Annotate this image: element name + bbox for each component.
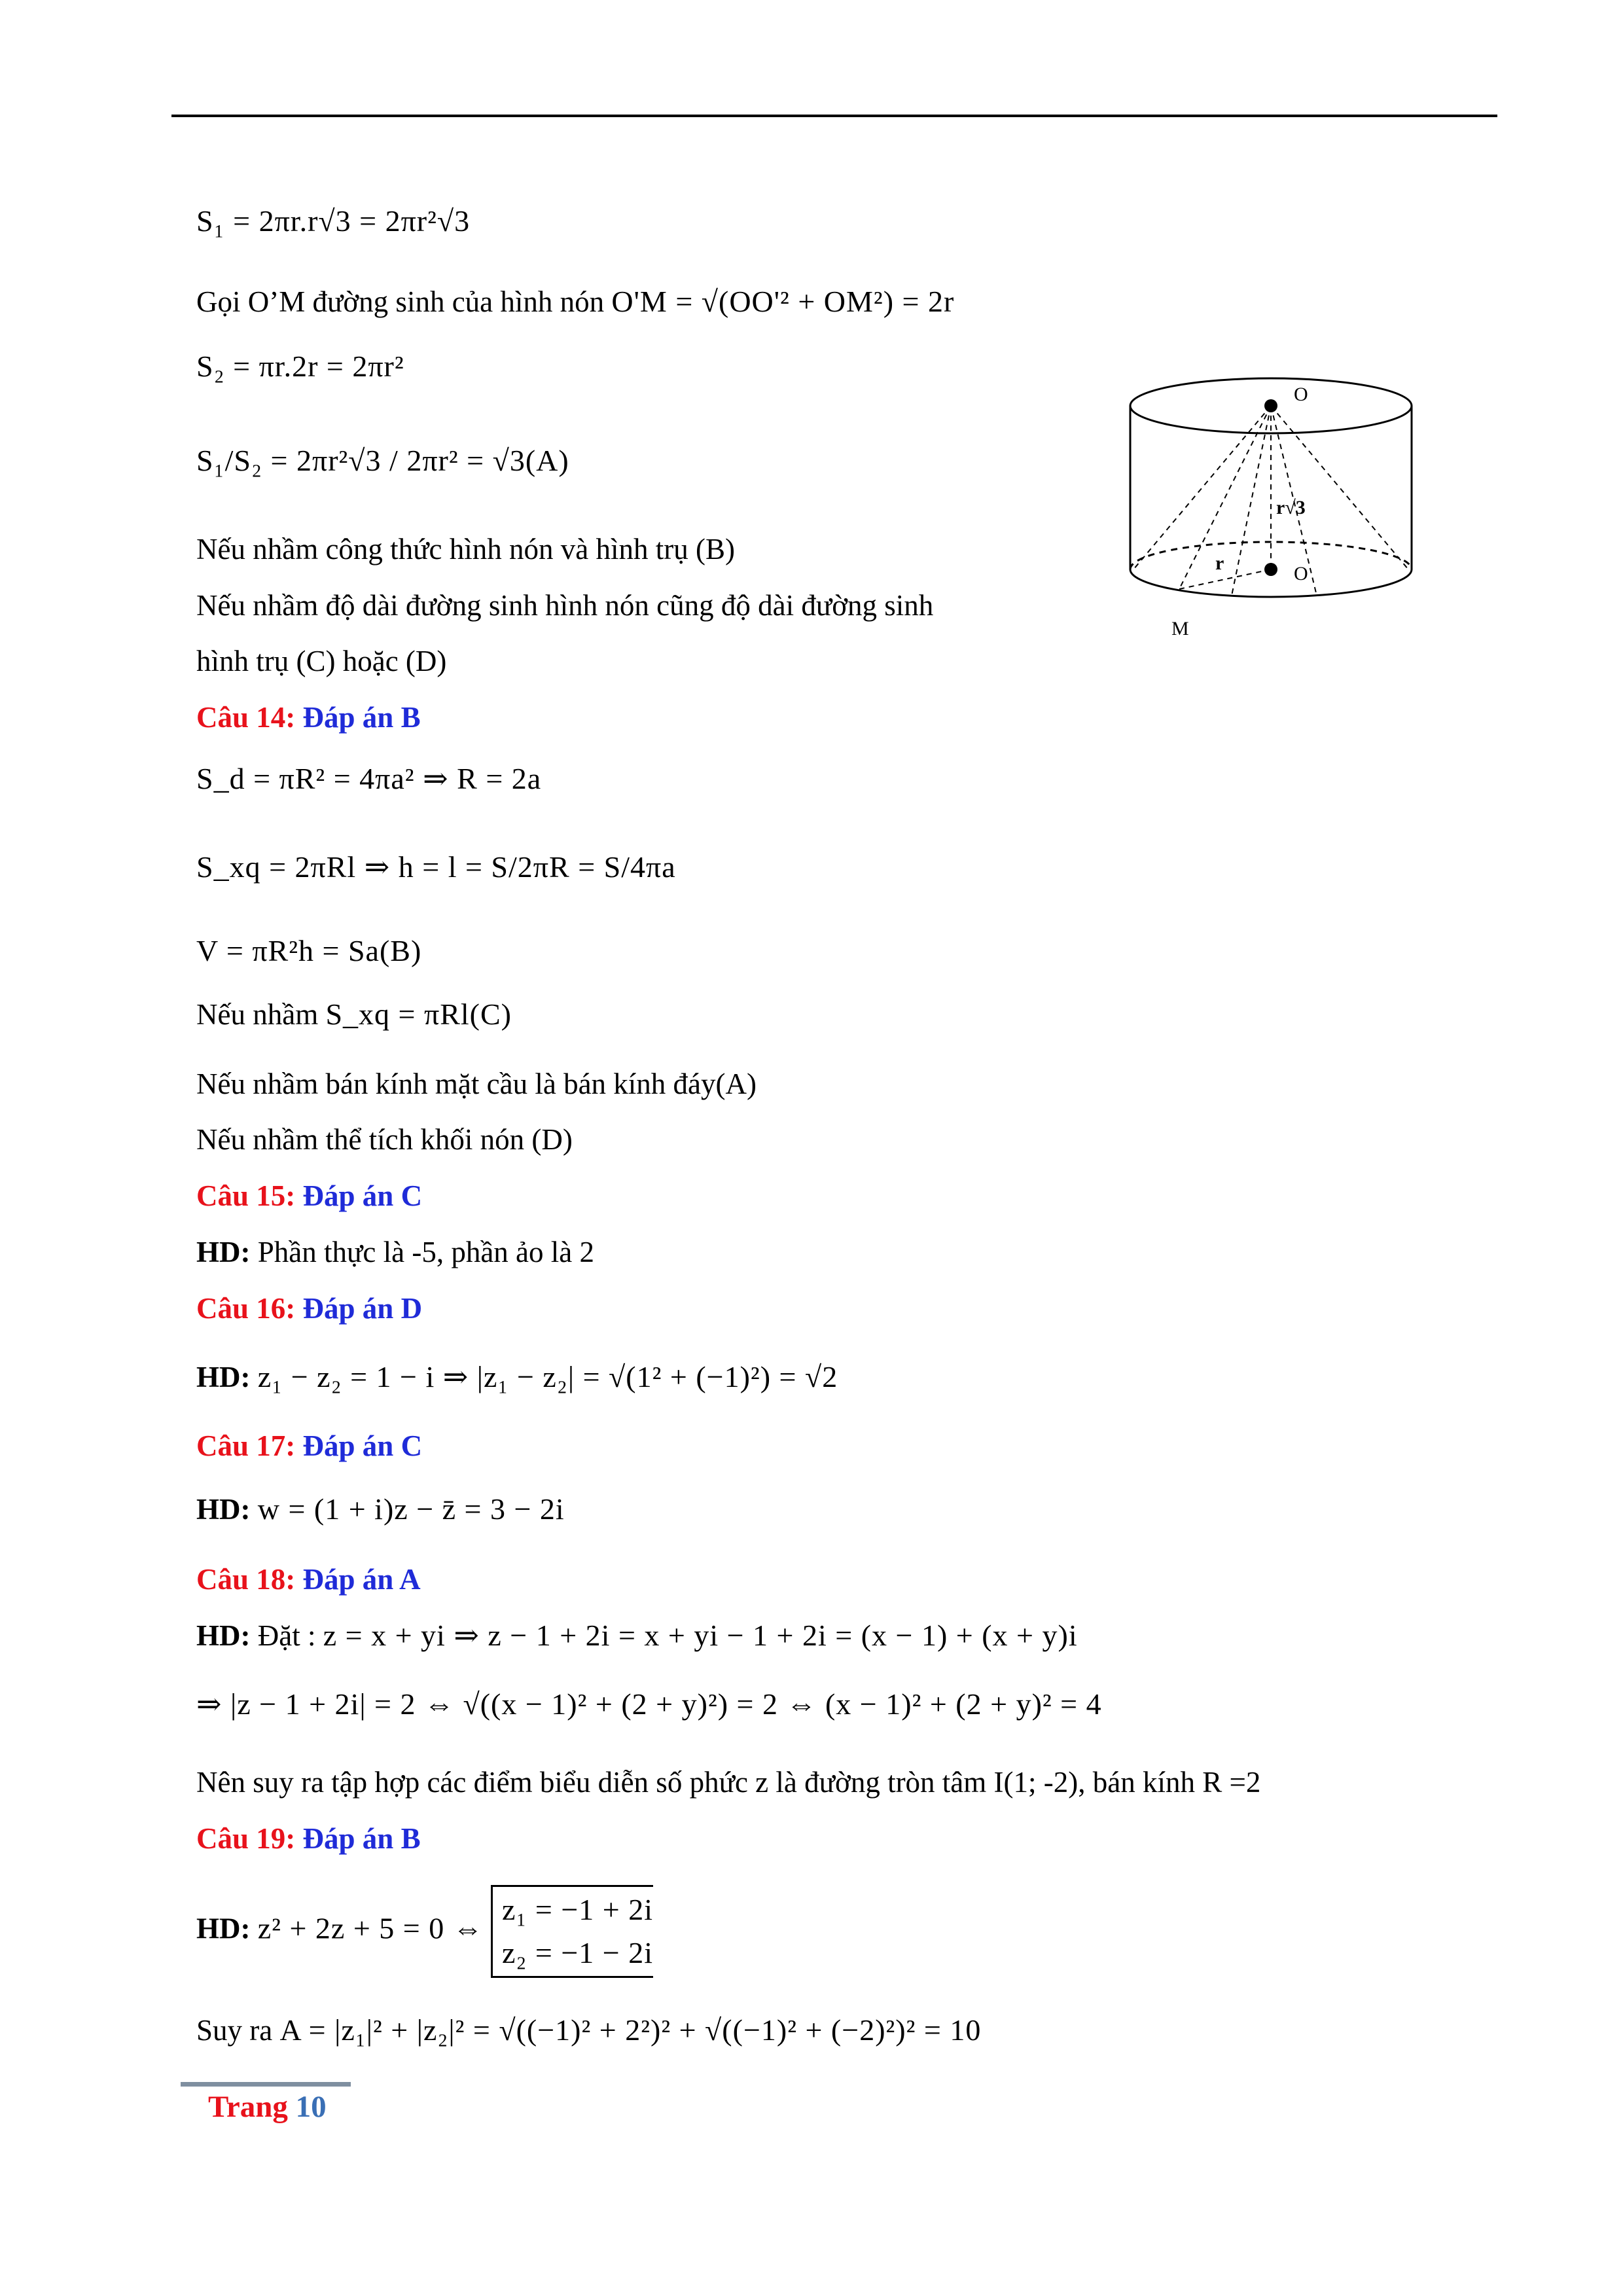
label-m: M	[1171, 618, 1189, 639]
q18-heading	[196, 1561, 421, 1598]
q16-hd-label: HD:	[196, 1361, 251, 1393]
q16-answer: Đáp án D	[302, 1292, 423, 1325]
q18-dat: Đặt :	[257, 1619, 316, 1652]
label-top-o: O	[1294, 384, 1308, 405]
page-number: 10	[295, 2090, 327, 2124]
q19-equation: z² + 2z + 5 = 0 ⇔	[257, 1911, 484, 1945]
q17-hd	[196, 1491, 565, 1528]
q16-heading	[196, 1290, 422, 1327]
q14-formula-2: S_xq = 2πRl ⇒ h = l = S/2πR = S/4πa	[196, 850, 676, 884]
q14-formula-1: S_d = πR² = 4πa² ⇒ R = 2a	[196, 762, 542, 795]
q14-answer: Đáp án B	[302, 701, 421, 734]
q17-answer: Đáp án C	[302, 1429, 423, 1462]
formula-om: O'M = √(OO'² + OM²) = 2r	[611, 285, 955, 318]
formula-ratio: S₁/S₂ = 2πr²√3 / 2πr² = √3(A)	[196, 444, 569, 477]
q18-formula-1: z = x + yi ⇒ z − 1 + 2i = x + yi − 1 + 2i = (x − 1) + (x + y)i	[323, 1619, 1078, 1652]
formula-s2: S₂ = πr.2r = 2πr²	[196, 350, 404, 383]
cylinder-cone-figure	[1120, 373, 1421, 655]
q14-note-3: Nếu nhầm thể tích khối nón (D)	[196, 1123, 573, 1156]
q19-sum	[196, 2012, 981, 2049]
q19-sum-formula: A = |z₁|² + |z₂|² = √((−1)² + 2²)² + √((−1)² + (−2)²)² = 10	[279, 2013, 982, 2047]
formula-s1: S₁ = 2πr.r√3 = 2πr²√3	[196, 204, 471, 238]
header-rule	[171, 115, 1497, 117]
q17-formula: w = (1 + i)z − z̄ = 3 − 2i	[257, 1492, 565, 1526]
q15-hd-label: HD:	[196, 1236, 251, 1268]
q15-hd	[196, 1234, 594, 1270]
label-height: r√3	[1276, 497, 1306, 518]
q18-hd-label: HD:	[196, 1619, 251, 1652]
q19-root-1: z₁ = −1 + 2i	[501, 1893, 654, 1926]
q19-hd-label: HD:	[196, 1912, 251, 1945]
note-b: Nếu nhầm công thức hình nón và hình trụ (B)	[196, 533, 735, 565]
page-footer	[208, 2089, 327, 2125]
q19-label: Câu 19:	[196, 1822, 296, 1855]
q18-answer: Đáp án A	[302, 1563, 421, 1596]
q19-answer: Đáp án B	[302, 1822, 421, 1855]
label-bottom-o: O	[1294, 563, 1308, 584]
q15-hd-text: Phần thực là -5, phần ảo là 2	[257, 1236, 594, 1268]
q16-label: Câu 16:	[196, 1292, 296, 1325]
q18-formula-2: ⇒ |z − 1 + 2i| = 2 ⇔ √((x − 1)² + (2 + y)²) = 2 ⇔ (x − 1)² + (2 + y)² = 4	[196, 1687, 1102, 1721]
label-r: r	[1215, 552, 1224, 574]
q15-label: Câu 15:	[196, 1179, 296, 1212]
q16-hd	[196, 1359, 838, 1395]
q17-label: Câu 17:	[196, 1429, 296, 1462]
q17-heading	[196, 1427, 422, 1464]
q19-root-system	[491, 1885, 653, 1978]
q19-root-2: z₂ = −1 − 2i	[501, 1936, 654, 1969]
footer-rule	[181, 2082, 351, 2087]
q14-heading	[196, 699, 421, 736]
q14-note-1-text: Nếu nhầm	[196, 998, 319, 1031]
om-text: Gọi O’M đường sinh của hình nón	[196, 285, 605, 318]
q14-label: Câu 14:	[196, 701, 296, 734]
q17-hd-label: HD:	[196, 1493, 251, 1526]
note-c1: Nếu nhầm độ dài đường sinh hình nón cũng độ dài đường sinh	[196, 589, 934, 622]
q15-heading	[196, 1177, 422, 1214]
text-line-om	[196, 283, 954, 320]
q19-sum-text: Suy ra	[196, 2014, 273, 2047]
q14-note-2: Nếu nhầm bán kính mặt cầu là bán kính đáy(A)	[196, 1067, 757, 1100]
q14-formula-3: V = πR²h = Sa(B)	[196, 934, 422, 967]
q18-label: Câu 18:	[196, 1563, 296, 1596]
q18-hd	[196, 1617, 1078, 1654]
q15-answer: Đáp án C	[302, 1179, 423, 1212]
q19-hd	[196, 1885, 653, 1978]
q14-note-1	[196, 996, 512, 1033]
q19-heading	[196, 1820, 421, 1857]
q18-conclusion: Nên suy ra tập hợp các điểm biểu diễn số phức z là đường tròn tâm I(1; -2), bán kính R =2	[196, 1766, 1261, 1799]
note-c2: hình trụ (C) hoặc (D)	[196, 645, 447, 677]
q14-note-1-formula: S_xq = πRl(C)	[325, 997, 512, 1031]
q16-formula: z₁ − z₂ = 1 − i ⇒ |z₁ − z₂| = √(1² + (−1)²) = √2	[257, 1360, 838, 1393]
footer-word: Trang	[208, 2090, 288, 2124]
